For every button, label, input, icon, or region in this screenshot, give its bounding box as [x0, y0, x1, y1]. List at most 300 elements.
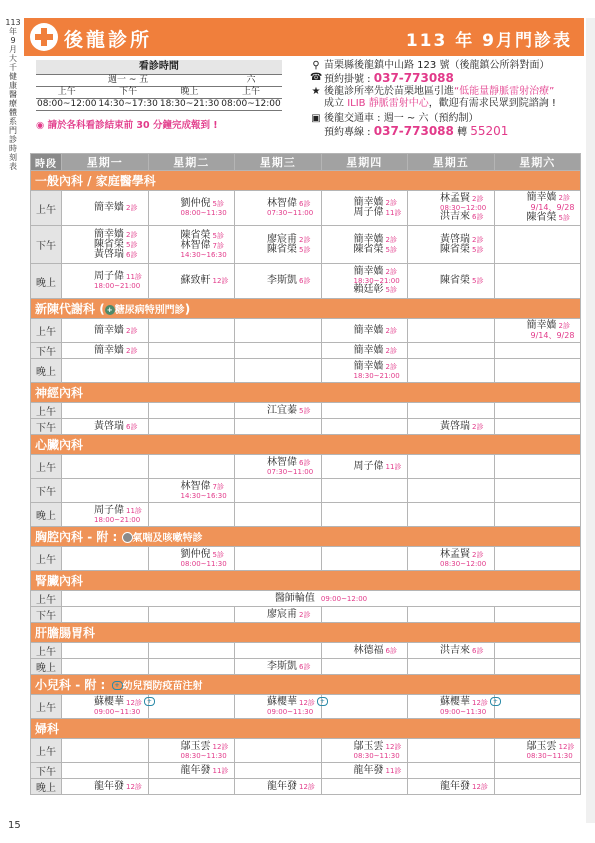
time-slot-label: 下午	[31, 343, 62, 359]
time-slot-label: 晚上	[31, 659, 62, 675]
room-number: 2診	[126, 204, 138, 212]
schedule-cell	[408, 226, 495, 264]
schedule-cell	[235, 659, 322, 675]
schedule-cell	[148, 659, 235, 675]
doctor-name: 龍年發	[180, 764, 211, 776]
room-number: 5診	[299, 245, 311, 254]
side-char: 刻	[9, 153, 17, 162]
schedule-cell	[235, 547, 322, 571]
address-text: 苗栗縣後龍鎮中山路 123 號（後龍鎮公所斜對面）	[324, 60, 550, 71]
clinic-info	[310, 60, 556, 139]
time-slot-label: 晚上	[31, 779, 62, 795]
room-number: 2診	[472, 235, 484, 244]
department-row	[31, 435, 581, 455]
doctor-entry	[181, 241, 231, 251]
schedule-cell	[148, 319, 235, 343]
schedule-cell	[321, 779, 408, 795]
doctor-name: 林智偉	[267, 198, 297, 209]
clinic-time: 07:30~11:00	[267, 209, 314, 217]
schedule-cell	[408, 403, 495, 419]
schedule-cell	[235, 359, 322, 383]
doctor-entry	[527, 742, 577, 752]
doctor-name: 黃啓瑞	[94, 420, 124, 432]
time-slot-row	[31, 695, 581, 719]
schedule-cell	[321, 763, 408, 779]
schedule-cell	[494, 739, 581, 763]
doctor-name: 劉仲倪	[180, 548, 211, 560]
schedule-table	[30, 153, 581, 795]
room-number: 2診	[385, 346, 397, 355]
room-number: 6診	[385, 646, 397, 655]
doctor-entry	[94, 782, 144, 792]
schedule-cell	[148, 455, 235, 479]
doctor-name: 陳省榮	[94, 238, 124, 250]
room-number: 12診	[299, 698, 315, 707]
department-title: 小兒科	[35, 678, 72, 692]
booking-line	[310, 72, 556, 86]
hours-saturday: 六	[220, 74, 281, 86]
doctor-name: 龍年發	[353, 764, 384, 776]
time-slot-row	[31, 503, 581, 527]
schedule-cell	[494, 264, 581, 299]
doctor-entry	[267, 782, 317, 792]
shuttle-phone[interactable]: 037-773088	[373, 124, 454, 138]
doctor-entry	[354, 285, 404, 295]
schedule-cell	[62, 343, 149, 359]
room-number: 12診	[126, 782, 142, 791]
doctor-entry	[181, 550, 231, 560]
time-slot-row	[31, 403, 581, 419]
schedule-cell	[148, 226, 235, 264]
room-number: 6診	[299, 662, 311, 671]
hours-time: 08:00~12:00	[37, 98, 97, 109]
doctor-name: 陳省榮	[440, 243, 470, 255]
room-number: 2診	[299, 235, 311, 244]
room-number: 6診	[472, 646, 484, 655]
schedule-cell	[321, 607, 408, 623]
syringe-icon: +	[317, 697, 328, 706]
schedule-cell	[148, 343, 235, 359]
schedule-cell	[62, 403, 149, 419]
side-char: 表	[9, 162, 17, 171]
department-row	[31, 571, 581, 591]
side-char: 年	[9, 27, 17, 36]
doctor-entry	[94, 422, 144, 432]
column-header: 星期六	[494, 154, 581, 171]
room-number: 2診	[126, 346, 138, 355]
doctor-name: 林德福	[353, 644, 384, 656]
time-slot-row	[31, 739, 581, 763]
doctor-name: 蘇致軒	[180, 275, 211, 286]
doctor-entry	[94, 250, 144, 260]
clinic-time: 14:30~16:30	[180, 491, 227, 500]
department-name	[31, 571, 581, 591]
doctor-entry	[354, 245, 404, 255]
time-slot-label: 上午	[31, 455, 62, 479]
doctor-name: 鄔玉雲	[353, 740, 384, 752]
doctor-name: 簡幸嬙	[353, 233, 384, 245]
schedule-cell	[494, 191, 581, 226]
clinic-time: 08:00~11:30	[180, 209, 227, 217]
department-extra: 糖尿病特別門診	[114, 305, 185, 316]
hours-label: 上午	[36, 86, 97, 98]
room-number: 2診	[299, 610, 311, 619]
schedule-cell	[408, 455, 495, 479]
side-char: 診	[9, 135, 17, 144]
room-number: 11診	[385, 766, 402, 775]
schedule-cell	[148, 547, 235, 571]
schedule-cell	[321, 359, 408, 383]
time-slot-label: 下午	[31, 226, 62, 264]
doctor-entry	[94, 203, 144, 213]
schedule-cell	[148, 779, 235, 795]
department-row	[31, 171, 581, 191]
doctor-entry	[354, 267, 404, 277]
room-number: 11診	[385, 209, 402, 217]
room-number: 2診	[558, 321, 570, 330]
room-number: 12診	[385, 742, 402, 751]
time-slot-row	[31, 359, 581, 383]
clinic-cross-logo-icon	[30, 23, 58, 51]
doctor-entry	[267, 696, 325, 708]
schedule-title: 113 年 9月門診表	[405, 31, 572, 51]
doctor-name: 林智偉	[267, 456, 297, 468]
schedule-cell	[494, 403, 581, 419]
room-number: 5診	[212, 200, 224, 208]
doctor-name: 賴廷彰	[353, 284, 384, 295]
room-number: 6診	[299, 458, 311, 467]
department-row	[31, 299, 581, 319]
time-slot-label: 上午	[31, 739, 62, 763]
clinic-time: 08:30~11:30	[526, 751, 573, 760]
clinic-time: 18:00~21:00	[94, 282, 141, 290]
shuttle-text: 後龍交通車 : 週一 ~ 六（預約制）	[324, 113, 479, 124]
room-number: 5診	[385, 245, 397, 254]
schedule-cell	[408, 479, 495, 503]
schedule-cell	[148, 607, 235, 623]
doctor-name: 廖宸甫	[267, 233, 297, 245]
side-char: 療	[9, 99, 17, 108]
schedule-cell	[62, 659, 149, 675]
department-title: 肝膽腸胃科	[35, 626, 96, 640]
clinic-time: 07:30~11:00	[267, 467, 314, 476]
room-number: 2診	[385, 268, 397, 276]
schedule-cell	[321, 191, 408, 226]
department-name	[31, 171, 581, 191]
department-title: 婦科	[35, 722, 60, 736]
date-restriction: 9/14、9/28	[530, 330, 575, 340]
time-slot-row	[31, 779, 581, 795]
doctor-entry	[267, 199, 317, 209]
column-header: 星期一	[62, 154, 149, 171]
schedule-table-wrap	[30, 153, 581, 795]
header-banner	[24, 18, 584, 56]
column-header: 星期五	[408, 154, 495, 171]
schedule-cell	[148, 419, 235, 435]
department-name: 小兒科 - 附 : + 幼兒預防疫苗注射	[31, 675, 581, 695]
schedule-cell	[235, 503, 322, 527]
department-extra: 氣喘及咳嗽特診	[132, 533, 203, 544]
time-slot-row	[31, 419, 581, 435]
department-extra: 幼兒預防疫苗注射	[122, 681, 203, 692]
laser-name: “低能量靜脈雷射治療”	[454, 86, 555, 97]
clinic-badge-icon: +	[105, 305, 115, 315]
time-slot-row	[31, 264, 581, 299]
schedule-cell	[494, 359, 581, 383]
time-slot-label: 上午	[31, 319, 62, 343]
department-row	[31, 623, 581, 643]
room-number: 12診	[126, 698, 142, 707]
schedule-cell	[235, 643, 322, 659]
doctor-entry	[440, 245, 490, 255]
shuttle-phone-line	[310, 125, 556, 139]
schedule-cell	[494, 419, 581, 435]
doctor-name: 黃啓瑞	[94, 248, 124, 260]
clinic-time: 18:30~21:00	[353, 277, 400, 285]
time-slot-label: 上午	[31, 695, 62, 719]
doctor-name: 簡幸嬙	[353, 344, 384, 356]
schedule-cell	[408, 191, 495, 226]
room-number: 12診	[472, 698, 488, 707]
room-number: 2診	[385, 235, 397, 244]
schedule-cell	[494, 607, 581, 623]
doctor-entry	[354, 462, 404, 472]
doctor-entry	[94, 272, 144, 282]
room-number: 12診	[472, 782, 488, 791]
time-slot-label: 下午	[31, 763, 62, 779]
schedule-cell	[235, 191, 322, 226]
department-title: 一般內科 / 家庭醫學科	[35, 174, 156, 188]
schedule-cell	[148, 403, 235, 419]
schedule-cell	[148, 264, 235, 299]
schedule-cell	[235, 779, 322, 795]
room-number: 7診	[212, 241, 224, 250]
schedule-cell	[321, 503, 408, 527]
schedule-cell	[321, 739, 408, 763]
clinic-time: 14:30~16:30	[180, 250, 227, 259]
schedule-cell	[235, 319, 322, 343]
doctor-entry	[354, 208, 404, 218]
schedule-cell	[494, 226, 581, 264]
department-name	[31, 383, 581, 403]
laser-pre: 後龍診所率先於苗栗地區引進	[324, 86, 454, 97]
doctor-name: 鄔玉雲	[180, 740, 211, 752]
schedule-cell	[148, 739, 235, 763]
syringe-icon: +	[112, 681, 123, 690]
doctor-entry	[267, 245, 317, 255]
room-number: 5診	[126, 240, 138, 249]
hours-title: 看診時間	[36, 60, 282, 74]
room-number: 2診	[472, 422, 484, 431]
location-pin-icon: ⚲	[312, 60, 320, 71]
schedule-cell	[321, 659, 408, 675]
bell-icon: ◉	[36, 120, 45, 131]
doctor-name: 簡幸嬙	[526, 192, 557, 203]
doctor-name: 林孟賢	[440, 193, 470, 204]
schedule-cell	[321, 319, 408, 343]
schedule-cell	[62, 779, 149, 795]
side-char: 康	[9, 81, 17, 90]
column-header: 星期四	[321, 154, 408, 171]
schedule-cell	[321, 547, 408, 571]
schedule-cell	[408, 779, 495, 795]
room-number: 2診	[385, 326, 397, 335]
doctor-entry	[94, 696, 152, 708]
doctor-entry	[440, 550, 490, 560]
doctor-name: 醫師輪值	[274, 592, 315, 604]
department-name	[31, 623, 581, 643]
room-number: 2診	[472, 550, 484, 559]
schedule-cell	[235, 419, 322, 435]
doctor-entry	[267, 610, 317, 620]
doctor-name: 洪吉來	[440, 644, 470, 656]
schedule-cell	[62, 226, 149, 264]
room-number: 12診	[212, 277, 229, 285]
time-slot-row	[31, 226, 581, 264]
schedule-cell	[62, 607, 149, 623]
column-header: 時段	[31, 154, 62, 171]
schedule-cell	[235, 343, 322, 359]
time-slot-label: 晚上	[31, 359, 62, 383]
schedule-cell	[235, 695, 325, 719]
room-number: 2診	[385, 362, 397, 371]
right-edge-bar	[586, 18, 595, 823]
room-number: 5診	[472, 245, 484, 254]
hours-label: 下午	[97, 86, 158, 98]
schedule-cell	[408, 695, 498, 719]
doctor-name: 林孟賢	[440, 548, 470, 560]
time-slot-row	[31, 763, 581, 779]
schedule-cell	[408, 343, 495, 359]
room-number: 12診	[558, 742, 575, 751]
page-number: 15	[8, 820, 21, 831]
hours-time: 08:00~12:00	[221, 98, 281, 109]
time-slot-label: 晚上	[31, 264, 62, 299]
doctor-name: 陳省榮	[440, 275, 470, 286]
doctor-entry	[181, 199, 231, 209]
room-number: 2診	[385, 199, 397, 207]
department-title: 腎臟內科	[35, 574, 84, 588]
side-char: 門	[9, 126, 17, 135]
schedule-cell	[408, 319, 495, 343]
doctor-entry	[354, 742, 404, 752]
side-char: 健	[9, 72, 17, 81]
schedule-cell	[321, 226, 408, 264]
doctor-entry	[440, 194, 490, 204]
clinic-time: 08:00~11:30	[180, 559, 227, 568]
time-slot-label: 下午	[31, 479, 62, 503]
laser-line	[310, 86, 556, 98]
hours-time: 14:30~17:30	[98, 98, 158, 109]
room-number: 5診	[299, 406, 311, 415]
schedule-cell	[321, 264, 408, 299]
side-char: 大	[9, 54, 17, 63]
room-number: 2診	[558, 194, 570, 202]
doctor-entry	[440, 276, 490, 286]
schedule-cell	[235, 607, 322, 623]
schedule-cell	[62, 191, 149, 226]
schedule-cell	[62, 643, 149, 659]
doctor-entry	[440, 696, 498, 708]
hours-label: 晚上	[159, 86, 220, 98]
schedule-cell	[148, 479, 235, 503]
doctor-name: 廖宸甫	[267, 608, 297, 620]
side-char: 千	[9, 63, 17, 72]
doctor-name: 陳省榮	[526, 212, 557, 223]
clinic-time: 08:30~12:00	[440, 204, 487, 212]
clinic-time: 18:00~21:00	[94, 515, 141, 524]
department-row	[31, 527, 581, 547]
room-number: 12診	[212, 742, 229, 751]
doctor-name: 簡幸嬙	[94, 344, 124, 356]
column-header: 星期二	[148, 154, 235, 171]
doctor-entry	[181, 482, 231, 492]
time-slot-row	[31, 547, 581, 571]
doctor-entry	[181, 742, 231, 752]
doctor-name: 周子偉	[353, 207, 384, 218]
schedule-cell	[494, 343, 581, 359]
clinic-time: 08:30~11:30	[180, 751, 227, 760]
clinic-time: 09:00~11:30	[94, 707, 141, 716]
clinic-name: 後龍診所	[64, 29, 153, 51]
doctor-entry	[354, 326, 404, 336]
doctor-entry	[354, 766, 404, 776]
schedule-cell	[235, 479, 322, 503]
schedule-cell	[494, 547, 581, 571]
room-number: 2診	[126, 230, 138, 239]
schedule-cell	[494, 659, 581, 675]
clinic-time: 18:30~21:00	[353, 371, 400, 380]
doctor-name: 簡幸嬙	[353, 197, 384, 208]
doctor-name: 黃啓瑞	[440, 233, 470, 245]
schedule-cell	[408, 607, 495, 623]
doctor-name: 陳省榮	[267, 243, 297, 255]
department-name: 新陳代謝科 ( + 糖尿病特別門診)	[31, 299, 581, 319]
room-number: 5診	[558, 214, 570, 222]
time-slot-label: 下午	[31, 607, 62, 623]
schedule-cell	[62, 455, 149, 479]
clinic-time: 08:30~11:30	[353, 751, 400, 760]
rotation-cell	[62, 591, 581, 607]
room-number: 6診	[126, 422, 138, 431]
syringe-icon: +	[490, 697, 501, 706]
room-number: 6診	[299, 277, 311, 285]
department-title: 神經內科	[35, 386, 84, 400]
doctor-name: 龍年發	[94, 780, 124, 792]
booking-phone[interactable]: 037-773088	[373, 71, 454, 85]
room-number: 2診	[126, 326, 138, 335]
column-header: 星期三	[235, 154, 322, 171]
schedule-cell	[321, 643, 408, 659]
schedule-cell	[321, 695, 408, 719]
schedule-cell	[62, 763, 149, 779]
doctor-name: 簡幸嬙	[353, 324, 384, 336]
department-row	[31, 675, 581, 695]
doctor-name: 簡幸嬙	[353, 266, 384, 277]
schedule-cell	[235, 739, 322, 763]
department-name	[31, 719, 581, 739]
schedule-cell	[494, 643, 581, 659]
schedule-cell	[408, 659, 495, 675]
doctor-entry	[94, 506, 144, 516]
doctor-name: 陳省榮	[353, 243, 384, 255]
doctor-entry	[94, 346, 144, 356]
doctor-name: 林智偉	[180, 480, 211, 492]
time-slot-label: 下午	[31, 419, 62, 435]
doctor-entry	[354, 362, 404, 372]
doctor-name: 洪吉來	[440, 211, 470, 222]
schedule-cell	[494, 503, 581, 527]
